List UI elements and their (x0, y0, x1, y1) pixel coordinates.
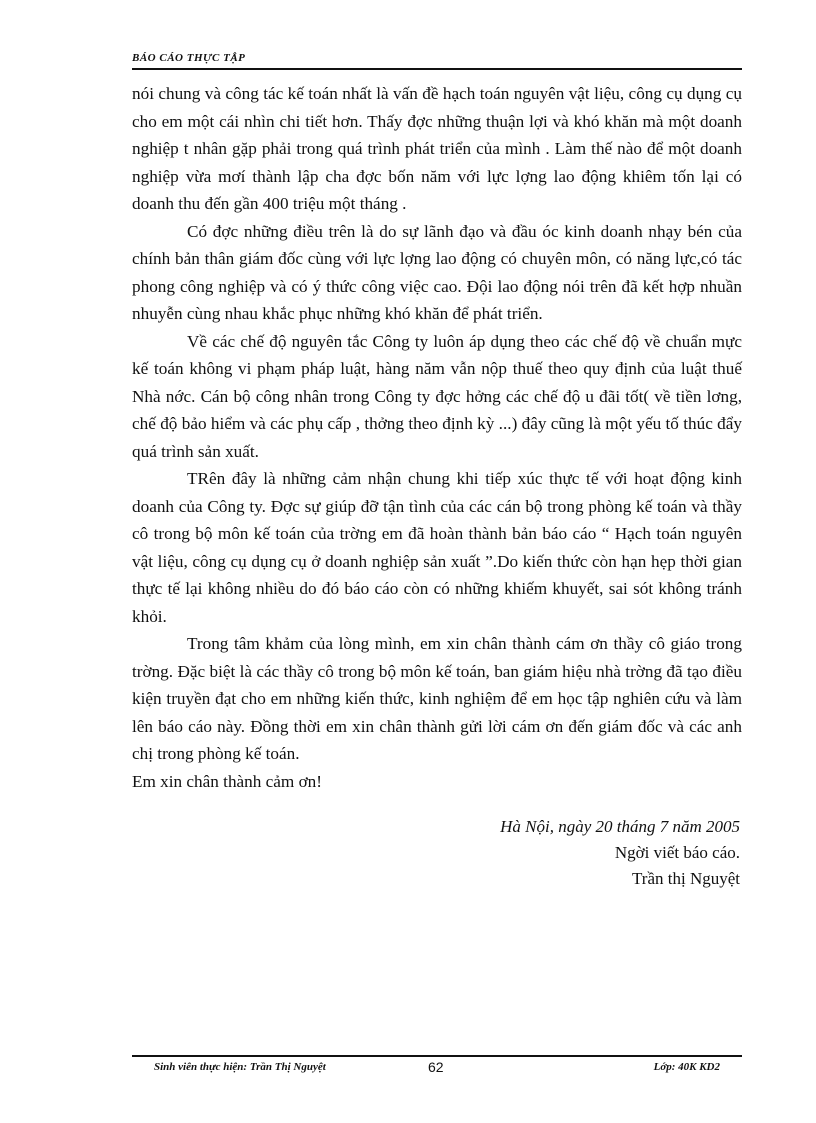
paragraph-4: TRên đây là những cảm nhận chung khi tiếp xúc thực tế với hoạt động kinh doanh của Công ty. Đợc sự giúp đỡ tận tình của các cán bộ trong phòng kế toán và thầy cô trong bộ môn kế toán của trờng em đã hoàn thành bản báo cáo “ Hạch toán nguyên vật liệu, công cụ dụng cụ ở doanh nghiệp sản xuất ”.Do kiến thức còn hạn hẹp thời gian thực tế lại không nhiều do đó báo cáo còn có những khiếm khuyết, sai sót không tránh khỏi. (132, 469, 742, 626)
paragraph-1: nói chung và công tác kế toán nhất là vấn đề hạch toán nguyên vật liệu, công cụ dụng cụ cho em một cái nhìn chi tiết hơn. Thấy đợc những thuận lợi và khó khăn mà một doanh nghiệp t nhân gặp phải trong quá trình phát triển của mình . Làm thế nào để một doanh nghiệp vừa mơí thành lập cha đợc bốn năm với lực lợng lao động khiêm tốn lại có doanh thu đến gần 400 triệu một tháng . (132, 84, 742, 213)
signature-place-date: Hà Nội, ngày 20 tháng 7 năm 2005 (500, 817, 740, 836)
paragraph-5: Trong tâm khảm của lòng mình, em xin chân thành cám ơn thầy cô giáo trong trờng. Đặc biệt là các thầy cô trong bộ môn kế toán, ban giám hiệu nhà trờng đã tạo điều kiện truyền đạt cho em những kiến thức, kinh nghiệm để em học tập nghiên cứu và làm lên báo cáo này. Đồng thời em xin chân thành gửi lời cám ơn đến giám đốc và các anh chị trong phòng kế toán. (132, 634, 742, 763)
paragraph-3: Về các chế độ nguyên tắc Công ty luôn áp dụng theo các chế độ về chuẩn mực kế toán không vi phạm pháp luật, hàng năm vẫn nộp thuế theo quy định của luật thuế Nhà nớc. Cán bộ công nhân trong Công ty đợc hởng các chế độ u đãi tốt( về tiền lơng, chế độ bảo hiểm và các phụ cấp , thởng theo định kỳ ...) đây cũng là một yếu tố thúc đẩy quá trình sản xuất. (132, 331, 742, 461)
signature-role: Ngời viết báo cáo. (614, 843, 740, 862)
paragraph-6: Em xin chân thành cảm ơn! (132, 771, 322, 791)
paragraph-2: Có đợc những điều trên là do sự lãnh đạo và đầu óc kinh doanh nhạy bén của chính bản thân giám đốc cùng với lực lợng lao động có chuyên môn, có năng lực,có tác phong công nghiệp và có ý thức công việc cao. Đội lao động nói trên đã kết hợp nhuần nhuyễn cùng nhau khắc phục những khó khăn để phát triển. (132, 221, 742, 323)
footer-divider (132, 1055, 742, 1057)
footer-author: Sinh viên thực hiện: Trần Thị Nguyệt (154, 1061, 326, 1073)
header-title: BÁO CÁO THỰC TẬP (132, 52, 246, 64)
document-body (132, 80, 742, 795)
page-number: 62 (428, 1059, 444, 1075)
page-footer (132, 1059, 742, 1079)
signature-name: Trần thị Nguyệt (632, 869, 740, 888)
footer-class: Lớp: 40K KD2 (653, 1061, 720, 1073)
header-divider (132, 68, 742, 70)
